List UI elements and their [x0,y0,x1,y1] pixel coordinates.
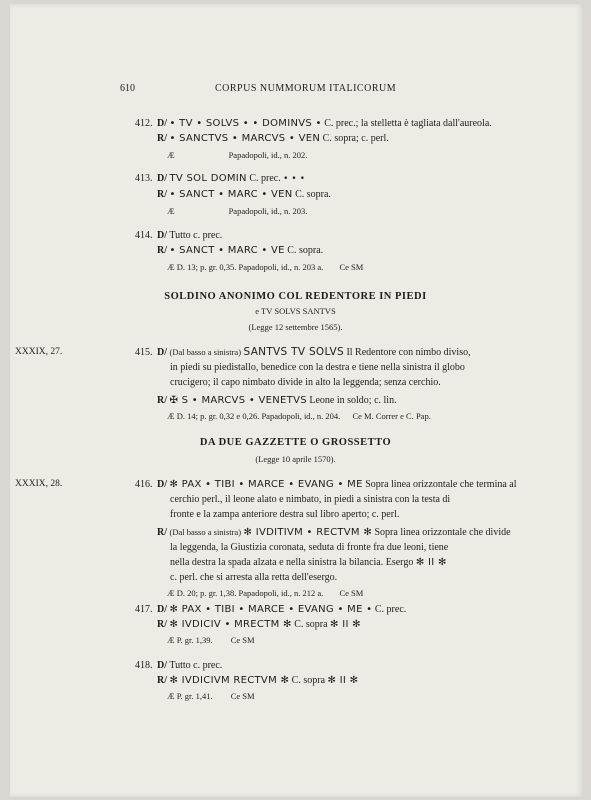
reverse-mark: R/ [157,245,167,256]
entry-414 [135,228,525,275]
entry-number: 417. [135,604,153,615]
reverse-legend: • SANCTVS • MARCVS • VEN [169,133,321,144]
entry-413 [135,171,515,219]
section-title: SOLDINO ANONIMO COL REDENTORE IN PIEDI [164,291,427,302]
obverse-mark: D/ [157,660,167,671]
obverse-mark: D/ [157,604,167,615]
collection: Ce SM [339,262,364,272]
metal-symbol: Æ [167,262,175,272]
reverse-mark: R/ [157,395,167,406]
reverse-legend: • SANCT • MARC • VE [169,245,285,256]
reverse-description: C. sopra. [287,245,324,256]
reverse-description: C. sopra [291,675,326,686]
reference: Papadopoli, id., n. 202. [228,150,308,160]
metal-symbol: Æ [167,635,175,645]
obverse-legend: • TV • SOLVS • • DOMINVS • [169,118,322,129]
reference: P. gr. 1,41. [176,691,213,701]
metal-symbol: Æ [167,588,175,598]
exergue-mark: ✻ II ✻ [327,675,359,686]
reverse-description: C. sopra. [295,189,331,200]
obverse-legend: ✻ PAX • TIBI • MARCE • EVANG • ME [169,479,363,490]
obverse-description: C. prec. [249,173,281,184]
description-line: in piedi su piedistallo, benedice con la destra e tiene nella sinistra il globo [170,362,465,373]
entry-number: 415. [135,347,153,358]
description-line: Il Redentore con nimbo diviso, [346,347,471,358]
reverse-mark: R/ [157,133,167,144]
reverse-legend: ✻ IVDITIVM • RECTVM ✻ [243,527,372,538]
entry-number: 412. [135,118,153,129]
reference: D. 13; p. gr. 0,35. Papadopoli, id., n. 203 a. [176,262,324,272]
entry-number: 418. [135,660,153,671]
description-line: cerchio perl., il leone alato e nimbato, in piedi a sinistra con la testa di [170,494,451,505]
reference: D. 14; p. gr. 0,32 e 0,26. Papadopoli, id., n. 204. [176,411,341,421]
obverse-note: (Dal basso a sinistra) [169,347,242,357]
reference: Papadopoli, id., n. 203. [228,206,308,216]
description-line: fronte e la zampa anteriore destra sul libro aperto; c. perl. [170,509,400,520]
reverse-mark: R/ [157,527,167,538]
section-law: (Legge 12 settembre 1565). [248,322,343,332]
metal-symbol: Æ [167,150,175,160]
obverse-mark: D/ [157,230,167,241]
entry-417 [135,602,555,648]
section-title: DA DUE GAZZETTE O GROSSETTO [199,437,392,448]
reverse-description: Leone in soldo; c. lin. [309,395,397,406]
obverse-description: Tutto c. prec. [169,660,223,671]
entry-412 [135,116,515,163]
exergue-mark: ✻ II ✻ [415,557,447,568]
metal-symbol: Æ [167,691,175,701]
obverse-mark: D/ [157,118,167,129]
exergue-mark: ✻ II ✻ [330,619,361,630]
description-line: la leggenda, la Giustizia coronata, seduta di fronte fra due leoni, tiene [170,542,449,553]
reverse-legend: ✠ S • MARCVS • VENETVS [169,395,307,406]
obverse-mark: D/ [157,347,167,358]
collection: Ce SM [230,691,255,701]
reverse-description: C. sopra [294,619,328,630]
plate-reference: XXXIX, 27. [15,347,63,357]
running-title: CORPUS NUMMORUM ITALICORUM [215,83,397,94]
metal-symbol: Æ [167,206,175,216]
plate-reference: XXXIX, 28. [15,479,63,489]
obverse-description: Tutto c. prec. [169,230,223,241]
reverse-description: C. sopra; c. perl. [322,133,389,144]
obverse-mark: D/ [157,173,167,184]
section-law: (Legge 10 aprile 1570). [255,454,336,464]
description-line: c. perl. che si arresta alla retta dell'esergo. [170,572,338,583]
reverse-mark: R/ [157,675,167,686]
entry-415 [15,345,555,424]
description-line: crucigero; il capo nimbato divide in alto la leggenda; senza cerchio. [170,377,441,388]
entry-number: 414. [135,230,153,241]
obverse-legend: SANTVS TV SOLVS [243,346,344,358]
obverse-legend: TV SOL DOMIN [169,173,247,184]
description-line: nella destra la spada alzata e nella sinistra la bilancia. Esergo [170,557,414,568]
entry-418 [135,658,555,704]
reverse-legend: ✻ IVDICIVM RECTVM ✻ [169,675,290,686]
reverse-legend: • SANCT • MARC • VEN [169,189,293,200]
reverse-mark: R/ [157,189,167,200]
collection: Ce M. Correr e C. Pap. [352,411,431,421]
entry-number: 416. [135,479,153,490]
page-number: 610 [120,83,135,94]
entry-number: 413. [135,173,153,184]
reference: P. gr. 1,39. [176,635,213,645]
reverse-legend: ✻ IVDICIV • MRECTM ✻ [169,619,292,630]
reference: D. 20; p. gr. 1,38. Papadopoli, id., n. 212 a. [176,588,324,598]
reverse-mark: R/ [157,619,167,630]
obverse-description: C. prec.; la stelletta è tagliata dall'aureola. [324,118,492,129]
obverse-mark: D/ [157,479,167,490]
collection: Ce SM [230,635,255,645]
reverse-note: (Dal basso a sinistra) [169,527,242,537]
description-line: Sopra linea orizzontale che divide [374,527,511,538]
section-subtitle: e TV SOLVS SANTVS [255,306,336,316]
collection: Ce SM [339,588,364,598]
metal-symbol: Æ [167,411,175,421]
entry-416 [15,477,555,601]
description-line: Sopra linea orizzontale che termina al [365,479,517,490]
star-marks: • • • [283,174,306,184]
obverse-description: C. prec. [374,604,407,615]
obverse-legend: ✻ PAX • TIBI • MARCE • EVANG • ME • [169,604,373,615]
